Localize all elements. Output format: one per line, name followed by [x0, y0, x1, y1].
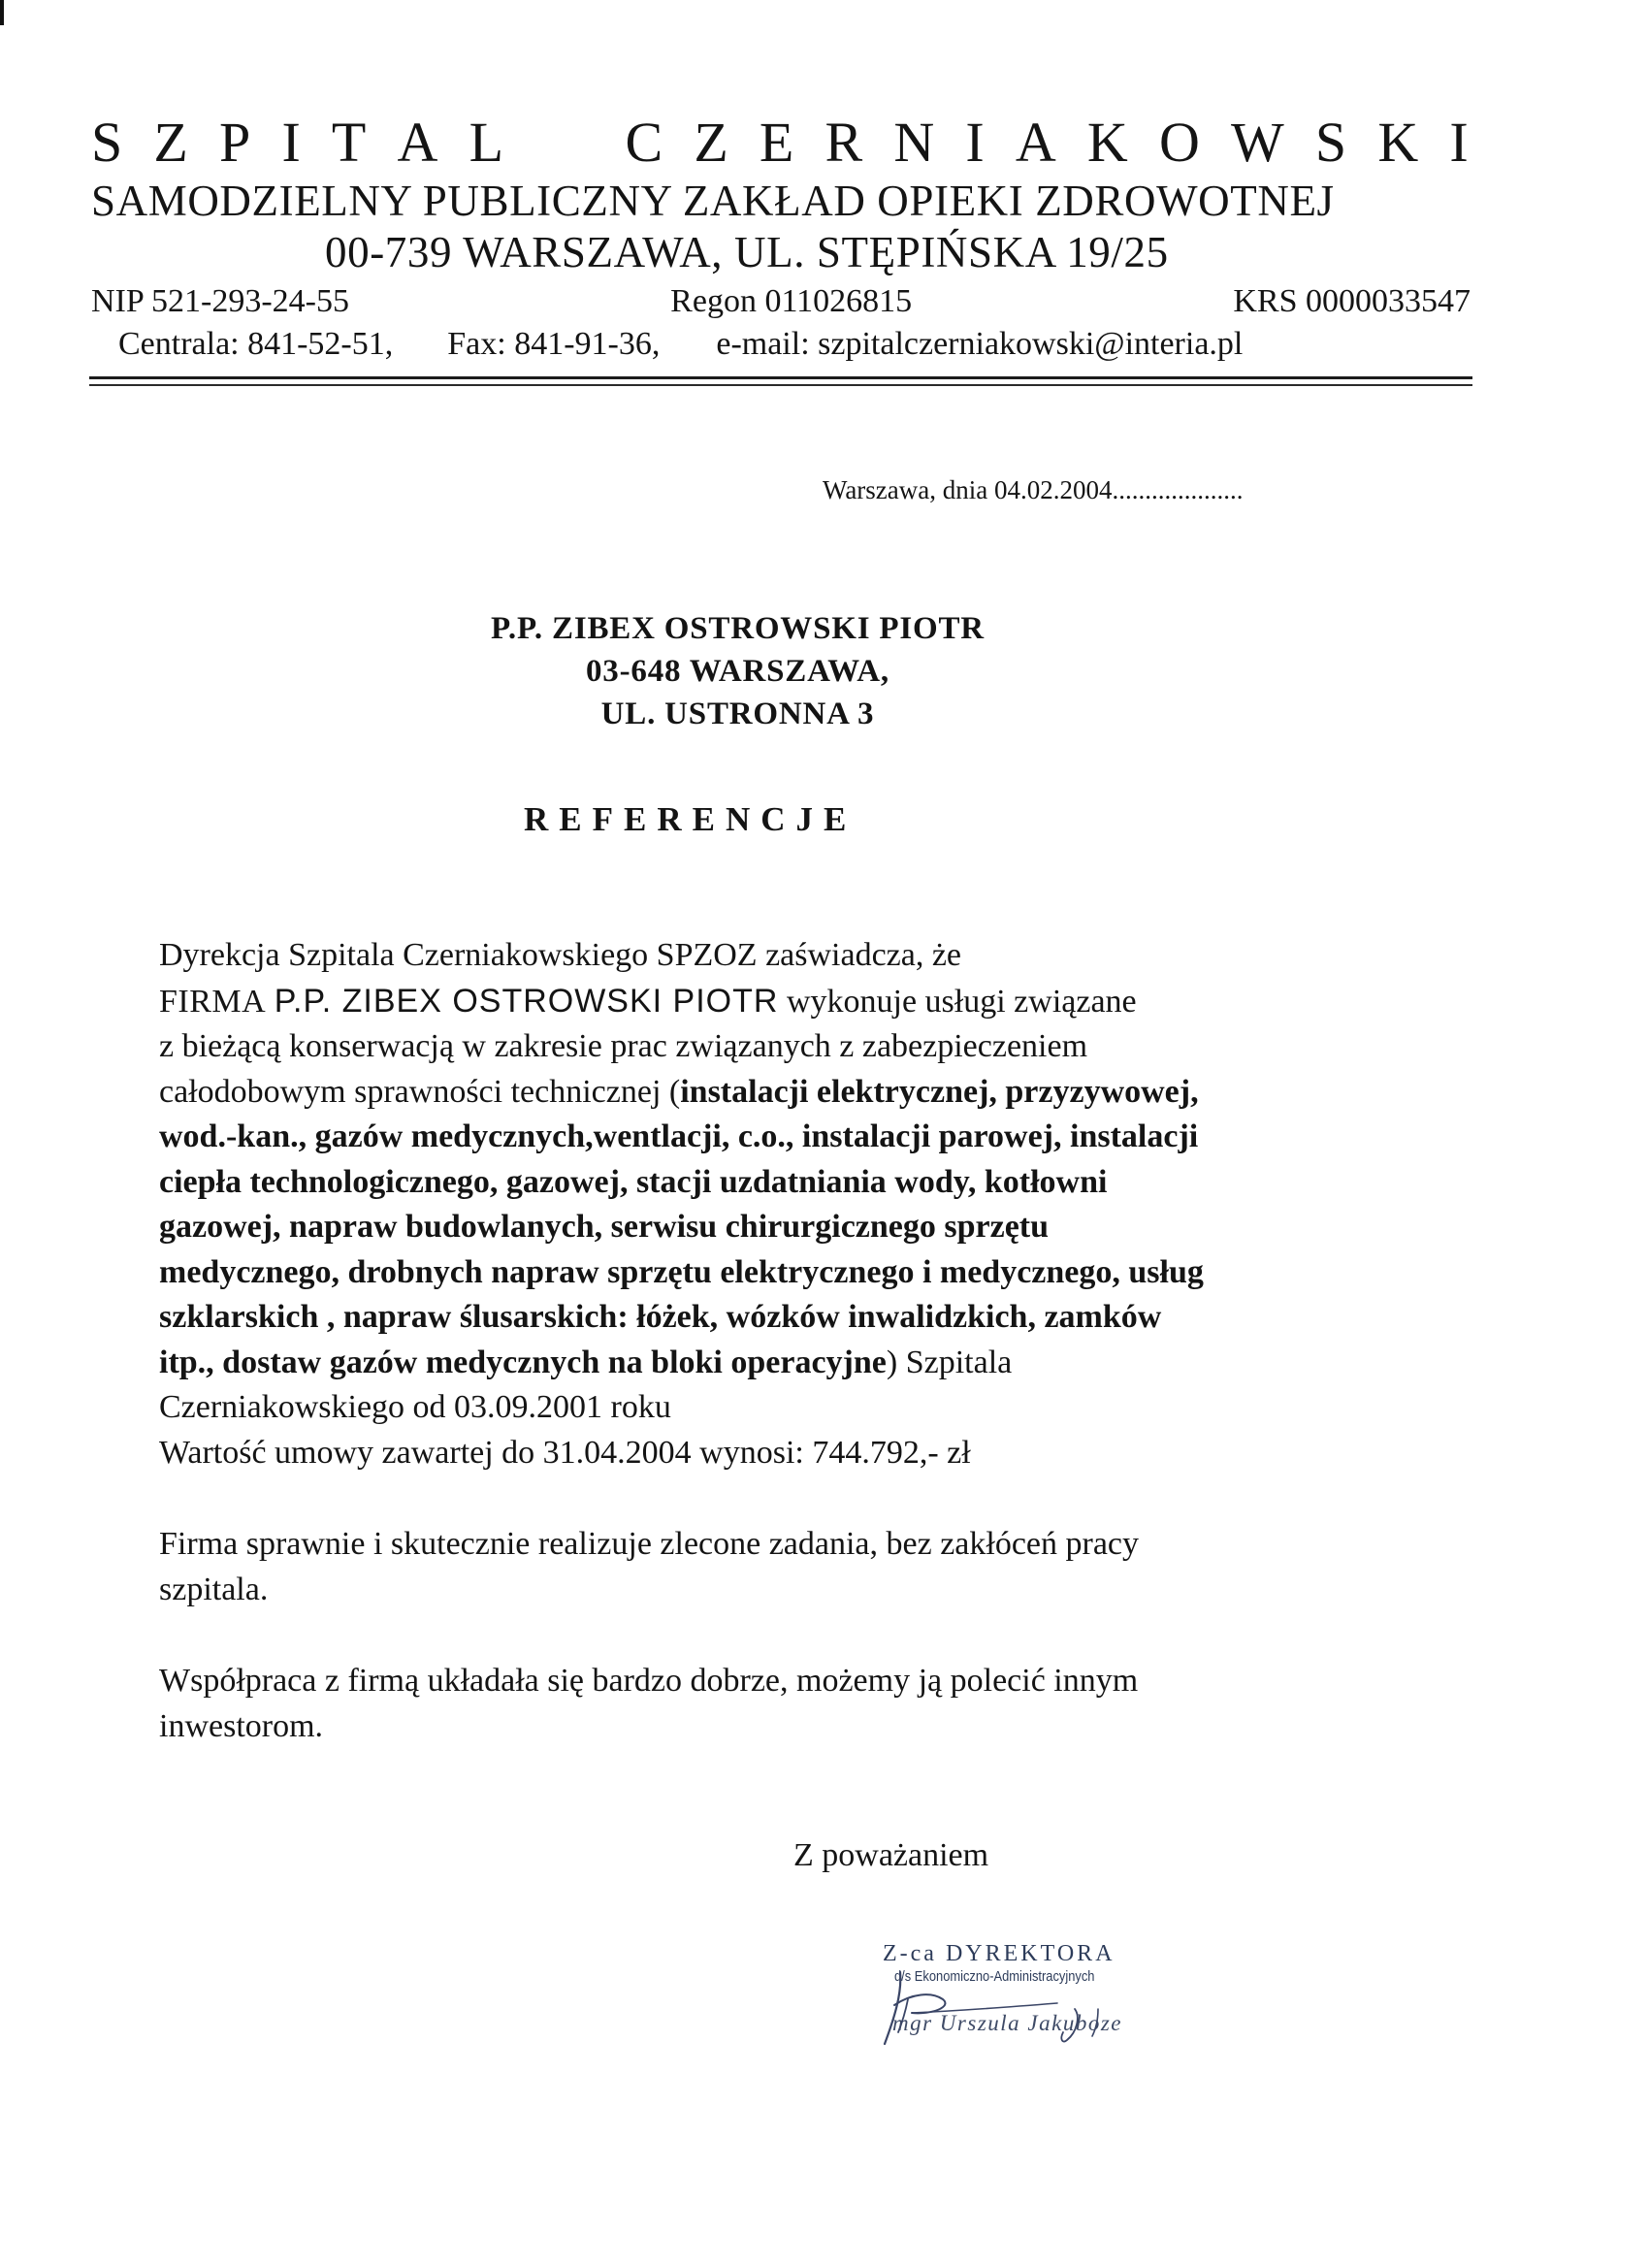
- contractor-name: P.P. ZIBEX OSTROWSKI PIOTR: [274, 982, 779, 1020]
- title-letter: [580, 114, 595, 171]
- title-letter: K: [1377, 111, 1419, 174]
- body-line: Współpraca z firmą układała się bardzo dobrze, możemy ją polecić innym: [159, 1663, 1139, 1699]
- phone-centrala: Centrala: 841-52-51,: [118, 326, 394, 362]
- body-line: medycznego, drobnych napraw sprzętu elektrycznego i medycznego, usług: [159, 1253, 1204, 1290]
- body-line: szklarskich , napraw ślusarskich: łóżek, wózków inwalidzkich, zamków: [159, 1299, 1162, 1335]
- date-line: Warszawa, dnia 04.02.2004....................: [823, 475, 1244, 504]
- contact-line: [118, 328, 1243, 361]
- body-line: itp., dostaw gazów medycznych na bloki operacyjne) Szpitala: [159, 1344, 1013, 1380]
- director-stamp: [873, 1935, 1183, 2052]
- body-line: wod.-kan., gazów medycznych,wentlacji, c.o., instalacji parowej, instalacji: [159, 1118, 1199, 1154]
- title-letter: Z: [694, 111, 728, 174]
- krs-number: KRS 0000033547: [1233, 283, 1471, 319]
- body-line: gazowej, napraw budowlanych, serwisu chirurgicznego sprzętu: [159, 1209, 1050, 1245]
- title-letter: E: [759, 111, 794, 174]
- title-letter: W: [1231, 111, 1284, 174]
- title-letter: I: [1449, 111, 1469, 174]
- hospital-name: [91, 111, 1469, 174]
- handwritten-signature: [873, 1935, 1183, 2052]
- title-letter: I: [965, 111, 985, 174]
- closing-salutation: Z poważaniem: [793, 1837, 989, 1873]
- title-letter: N: [893, 111, 935, 174]
- title-letter: P: [219, 111, 251, 174]
- recommendation-paragraph: [159, 1659, 1138, 1749]
- body-line: Firma sprawnie i skutecznie realizuje zlecone zadania, bez zakłóceń pracy: [159, 1526, 1140, 1562]
- regon-number: Regon 011026815: [670, 283, 913, 319]
- fax-number: Fax: 841-91-36,: [447, 326, 661, 362]
- body-line: szpitala.: [159, 1571, 269, 1607]
- email-address: e-mail: szpitalczerniakowski@interia.pl: [716, 326, 1244, 362]
- title-letter: A: [397, 111, 438, 174]
- title-letter: [534, 114, 549, 171]
- title-letter: O: [1158, 111, 1200, 174]
- stamp-department: d/s Ekonomiczno-Administracyjnych: [894, 1968, 1095, 1985]
- document-heading: REFERENCJE: [524, 800, 857, 838]
- performance-paragraph: [159, 1522, 1139, 1612]
- scan-edge-mark: [0, 0, 4, 25]
- letterhead-rule-thick: [89, 376, 1472, 379]
- title-letter: Z: [153, 111, 188, 174]
- title-letter: T: [331, 111, 367, 174]
- addressee-block: [491, 607, 985, 735]
- stamp-title: Z-ca DYREKTORA: [883, 1941, 1116, 1966]
- body-line: Czerniakowskiego od 03.09.2001 roku: [159, 1389, 671, 1425]
- nip-number: NIP 521-293-24-55: [91, 283, 349, 319]
- body-line: z bieżącą konserwacją w zakresie prac związanych z zabezpieczeniem: [159, 1028, 1088, 1064]
- contract-value-line: Wartość umowy zawartej do 31.04.2004 wynosi: 744.792,- zł: [159, 1434, 971, 1471]
- stamp-name: mgr Urszula Jakuboze: [892, 2011, 1122, 2035]
- body-line: całodobowym sprawności technicznej (instalacji elektrycznej, przyzywowej,: [159, 1073, 1199, 1110]
- letterhead-rule-thin: [89, 384, 1472, 386]
- body-line: Dyrekcja Szpitala Czerniakowskiego SPZOZ zaświadcza, że: [159, 937, 962, 973]
- addressee-name: P.P. ZIBEX OSTROWSKI PIOTR: [491, 611, 985, 646]
- title-letter: K: [1086, 111, 1128, 174]
- title-letter: C: [625, 111, 663, 174]
- addressee-street: UL. USTRONNA 3: [600, 697, 875, 731]
- addressee-city: 03-648 WARSZAWA,: [586, 654, 889, 689]
- title-letter: R: [824, 111, 863, 174]
- title-letter: I: [281, 111, 301, 174]
- body-line: inwestorom.: [159, 1707, 324, 1744]
- institution-type: SAMODZIELNY PUBLICZNY ZAKŁAD OPIEKI ZDROWOTNEJ: [91, 177, 1335, 225]
- body-line: FIRMA P.P. ZIBEX OSTROWSKI PIOTR wykonuje usługi związane: [159, 982, 1137, 1020]
- title-letter: L: [469, 111, 503, 174]
- registration-ids: [91, 285, 1471, 318]
- hospital-address: 00-739 WARSZAWA, UL. STĘPIŃSKA 19/25: [325, 228, 1169, 276]
- title-letter: S: [1314, 111, 1347, 174]
- title-letter: S: [91, 111, 123, 174]
- body-line: ciepła technologicznego, gazowej, stacji uzdatniania wody, kotłowni: [159, 1163, 1108, 1200]
- reference-paragraph: [159, 933, 1204, 1475]
- title-letter: A: [1015, 111, 1056, 174]
